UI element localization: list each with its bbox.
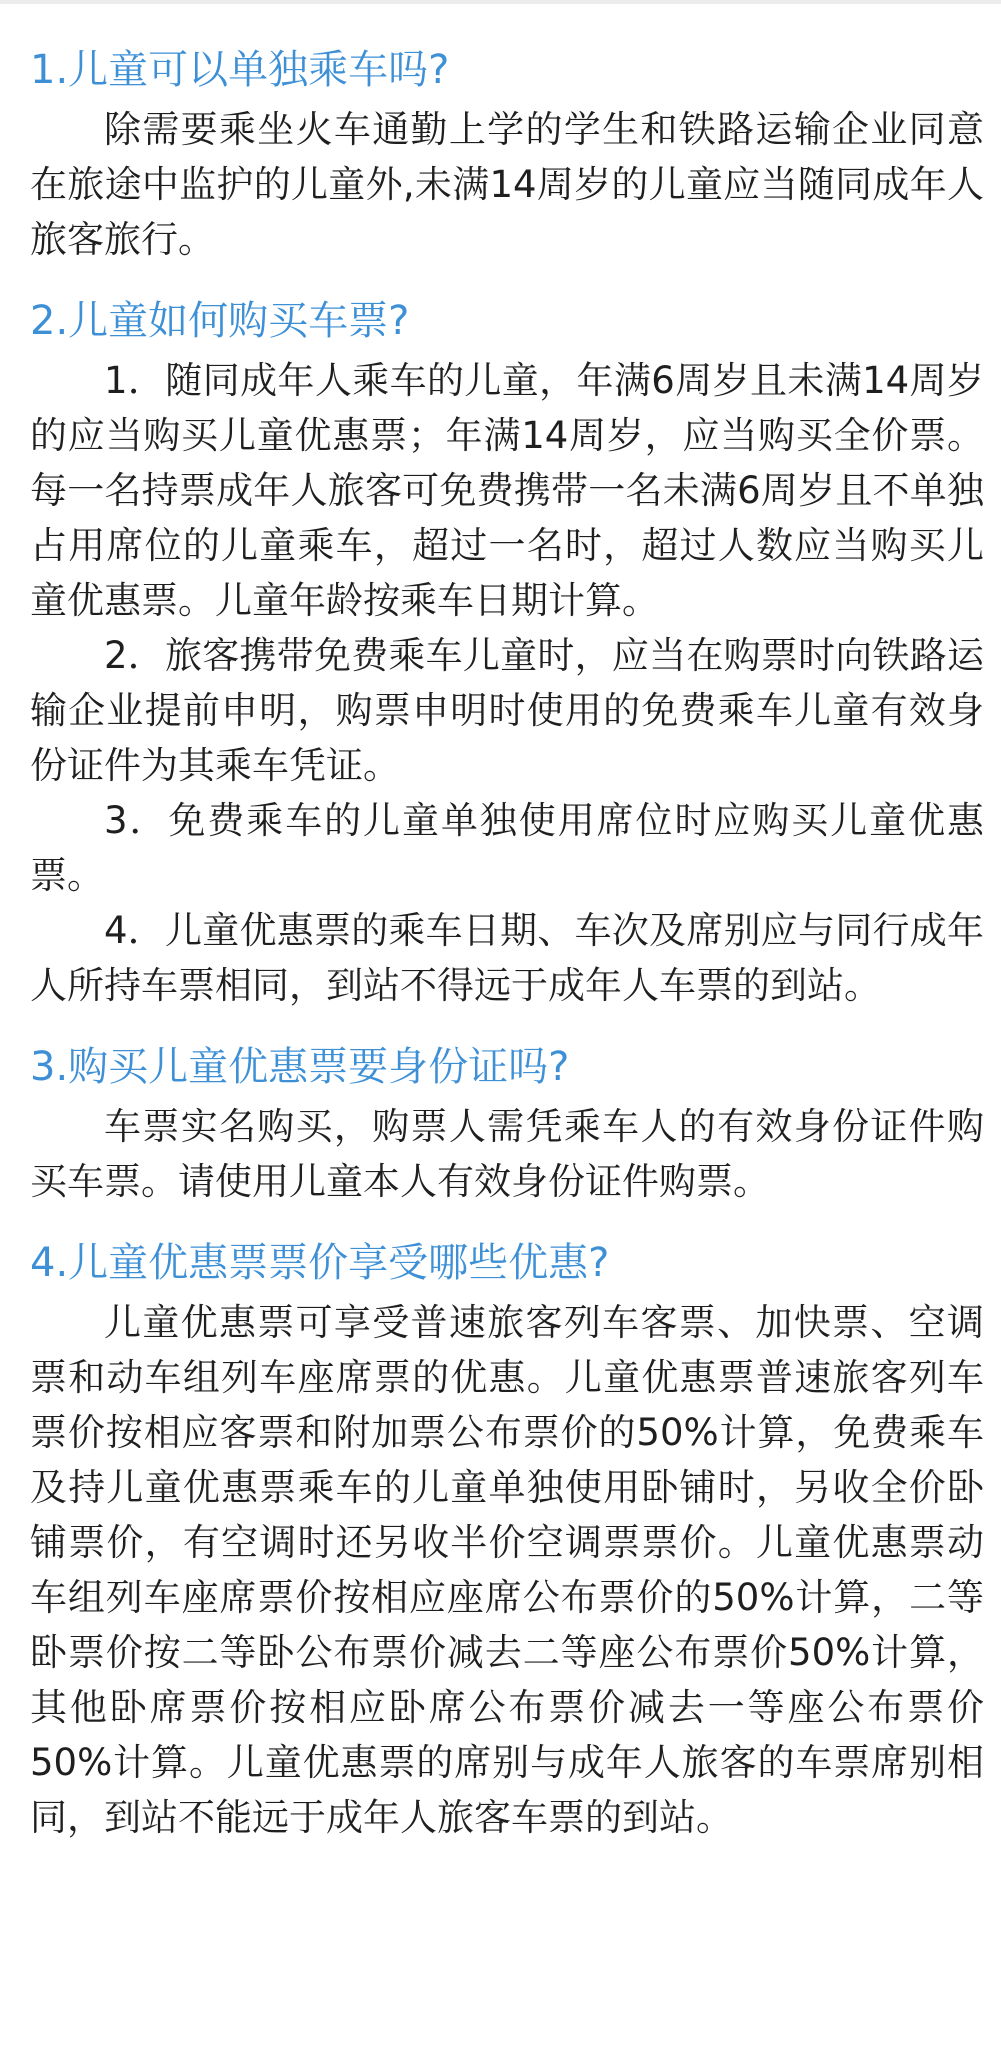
answer-paragraph: 车票实名购买，购票人需凭乘车人的有效身份证件购买车票。请使用儿童本人有效身份证件购票。	[30, 1105, 984, 1203]
article-body	[30, 42, 984, 1871]
section-q2	[30, 293, 984, 1013]
top-divider	[0, 0, 1001, 4]
question-title: 3.购买儿童优惠票要身份证吗?	[30, 1044, 570, 1090]
answer-paragraph: 1．随同成年人乘车的儿童，年满6周岁且未满14周岁的应当购买儿童优惠票；年满14周岁，应当购买全价票。每一名持票成年人旅客可免费携带一名未满6周岁且不单独占用席位的儿童乘车，超过一名时，超过人数应当购买儿童优惠票。儿童年龄按乘车日期计算。	[30, 359, 984, 622]
answer-paragraph: 3．免费乘车的儿童单独使用席位时应购买儿童优惠票。	[30, 799, 984, 897]
section-q1	[30, 42, 984, 267]
section-q3	[30, 1039, 984, 1209]
answer-paragraph: 2．旅客携带免费乘车儿童时，应当在购票时向铁路运输企业提前申明，购票申明时使用的免费乘车儿童有效身份证件为其乘车凭证。	[30, 634, 984, 787]
question-title: 1.儿童可以单独乘车吗?	[30, 47, 450, 93]
answer-paragraph: 儿童优惠票可享受普速旅客列车客票、加快票、空调票和动车组列车座席票的优惠。儿童优惠票普速旅客列车票价按相应客票和附加票公布票价的50%计算，免费乘车及持儿童优惠票乘车的儿童单独使用卧铺时，另收全价卧铺票价，有空调时还另收半价空调票票价。儿童优惠票动车组列车座席票价按相应座席公布票价的50%计算，二等卧票价按二等卧公布票价减去二等座公布票价50%计算，其他卧席票价按相应卧席公布票价减去一等座公布票价50%计算。儿童优惠票的席别与成年人旅客的车票席别相同，到站不能远于成年人旅客车票的到站。	[30, 1301, 984, 1839]
question-title: 4.儿童优惠票票价享受哪些优惠?	[30, 1240, 610, 1286]
question-title: 2.儿童如何购买车票?	[30, 298, 410, 344]
answer-paragraph: 除需要乘坐火车通勤上学的学生和铁路运输企业同意在旅途中监护的儿童外,未满14周岁的儿童应当随同成年人旅客旅行。	[30, 108, 984, 261]
answer-paragraph: 4．儿童优惠票的乘车日期、车次及席别应与同行成年人所持车票相同，到站不得远于成年人车票的到站。	[30, 909, 984, 1007]
section-q4	[30, 1235, 984, 1845]
